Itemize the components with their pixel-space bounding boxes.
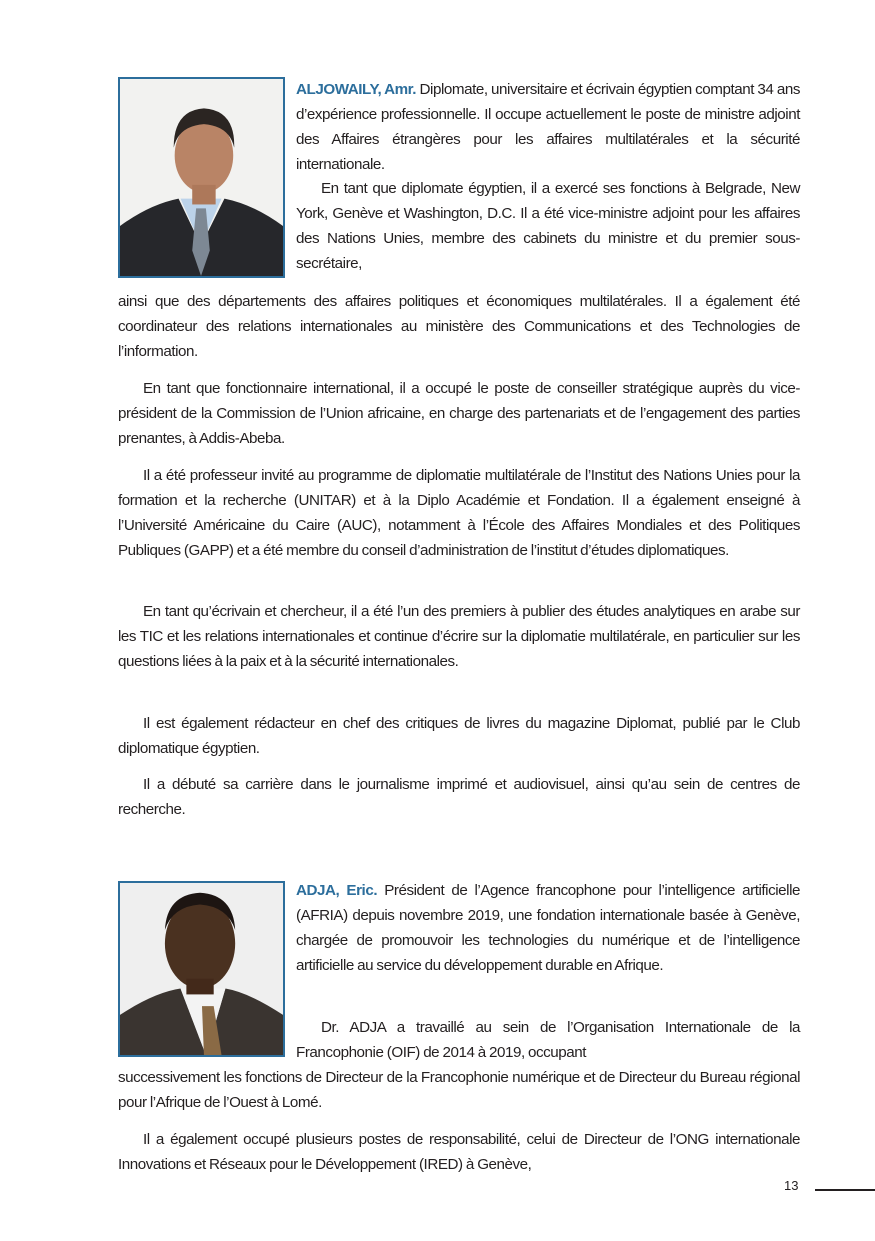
bio-aljowaily-paragraph-2-wrapped: En tant que diplomate égyptien, il a exercé ses fonctions à Belgrade, New York, Genève et Washington, D.C. Il a été vice-ministre adjoint pour les affaires des Nations Unies, membre des cabinets du ministre et du premier sous-secrétaire, — [296, 180, 800, 272]
bio-aljowaily-paragraph-2-continued: ainsi que des départements des affaires politiques et économiques multilatérales. Il a également été coordinateur des relations internationales au ministère des Communications et des Technologies de l’information. — [118, 293, 800, 360]
bio-aljowaily-paragraph: En tant que fonctionnaire international, il a occupé le poste de conseiller stratégique auprès du vice-président de la Commission de l’Union africaine, en charge des partenariats et de l’engagement des parties prenantes, à Addis-Abeba. — [118, 380, 800, 447]
bio-aljowaily-paragraph: En tant qu’écrivain et chercheur, il a été l’un des premiers à publier des études analytiques en arabe sur les TIC et les relations internationales et continue d’écrire sur la diplomatie multilatérale, en particulier sur les questions liées à la paix et à la sécurité internationales. — [118, 603, 800, 670]
bio-aljowaily-intro — [296, 77, 800, 177]
person-name-aljowaily: ALJOWAILY, Amr. — [296, 81, 417, 98]
bio-adja-paragraph: Il a également occupé plusieurs postes de responsabilité, celui de Directeur de l’ONG internationale Innovations et Réseaux pour le Développement (IRED) à Genève, — [118, 1131, 800, 1173]
portrait-photo-aljowaily — [118, 77, 285, 278]
portrait-photo-adja — [118, 881, 285, 1057]
page-number: 13 — [784, 1178, 799, 1193]
bio-aljowaily-paragraph: Il a débuté sa carrière dans le journalisme imprimé et audiovisuel, ainsi qu’au sein de centres de recherche. — [118, 776, 800, 818]
bio-adja-paragraph-2-continued: successivement les fonctions de Directeur de la Francophonie numérique et de Directeur du Bureau régional pour l’Afrique de l’Ouest à Lomé. — [118, 1069, 800, 1111]
bio-adja-intro — [296, 878, 800, 978]
bio-adja-intro-text: Président de l’Agence francophone pour l’intelligence artificielle (AFRIA) depuis novembre 2019, une fondation internationale basée à Genève, chargée de promouvoir les technologies du numérique et de l’intelligence artificielle au service du développement durable en Afrique. — [296, 882, 800, 974]
person-name-adja: ADJA, Eric. — [296, 882, 378, 899]
bio-aljowaily-intro-text: Diplomate, universitaire et écrivain égyptien comptant 34 ans d’expérience professionnelle. Il occupe actuellement le poste de ministre adjoint des Affaires étrangères pour les affaires multilatérales et la sécurité internationale. — [296, 81, 800, 173]
bio-adja-paragraph-2-wrapped: Dr. ADJA a travaillé au sein de l’Organisation Internationale de la Francophonie (OIF) de 2014 à 2019, occupant — [296, 1019, 800, 1061]
bio-aljowaily-paragraph: Il a été professeur invité au programme de diplomatie multilatérale de l’Institut des Nations Unies pour la formation et la recherche (UNITAR) et à la Diplo Académie et Fondation. Il a également enseigné à l’Université Américaine du Caire (AUC), notamment à l’École des Affaires Mondiales et des Politiques Publiques (GAPP) et a été membre du conseil d’administration de l’institut d’études diplomatiques. — [118, 467, 800, 559]
bio-aljowaily-paragraph: Il est également rédacteur en chef des critiques de livres du magazine Diplomat, publié par le Club diplomatique égyptien. — [118, 715, 800, 757]
page-number-rule — [815, 1189, 875, 1191]
